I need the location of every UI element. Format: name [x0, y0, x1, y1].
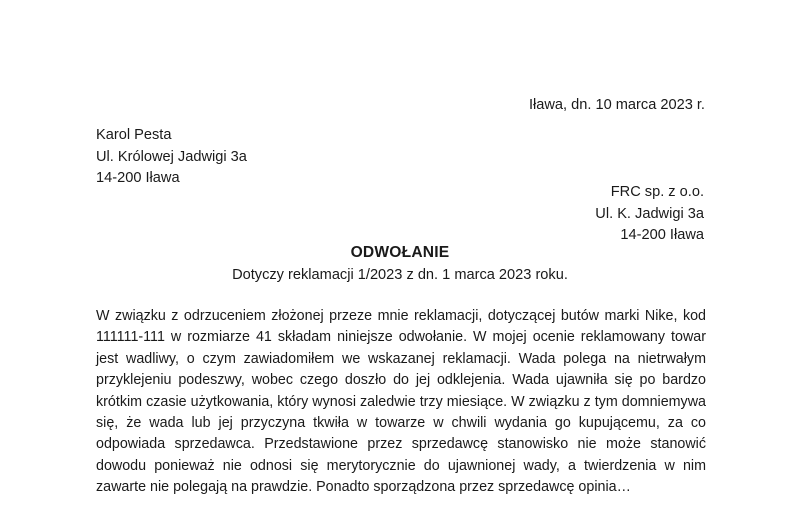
sender-address-block [96, 125, 247, 190]
recipient-address-block [595, 182, 704, 247]
body-paragraph: W związku z odrzuceniem złożonej przeze mnie reklamacji, dotyczącej butów marki Nike, kod 111111-111 w rozmiarze 41 składam niniejsze odwołanie. W mojej ocenie reklamowany towar jest wadliwy, o czym zawiadomiłem we wskazanej reklamacji. Wada polega na nietrwałym przyklejeniu podeszwy, wobec czego doszło do jej odklejenia. Wada ujawniła się po bardzo krótkim czasie użytkowania, który wynosi zaledwie trzy miesiące. W związku z tym domniemywa się, że wada lub jej przyczyna tkwiła w towarze w chwili wydania go kupującemu, za co odpowiada sprzedawca. Przedstawione przez sprzedawcę stanowisko nie może stanowić dowodu ponieważ nie odnosi się merytorycznie do ujawnionej wady, a twierdzenia w nim zawarte nie polegają na prawdzie. Ponadto sporządzona przez sprzedawcę opinia… [96, 308, 706, 496]
sender-city: 14-200 Iława [96, 170, 180, 186]
recipient-name: FRC sp. z o.o. [610, 184, 704, 200]
recipient-city: 14-200 Iława [620, 227, 704, 243]
sender-name: Karol Pesta [96, 127, 172, 143]
document-title: ODWOŁANIE [350, 244, 450, 261]
recipient-street: Ul. K. Jadwigi 3a [595, 205, 704, 222]
document-subtitle: Dotyczy reklamacji 1/2023 z dn. 1 marca 2023 roku. [232, 267, 568, 283]
sender-street: Ul. Królowej Jadwigi 3a [96, 148, 247, 165]
place-and-date: Iława, dn. 10 marca 2023 r. [528, 97, 705, 113]
